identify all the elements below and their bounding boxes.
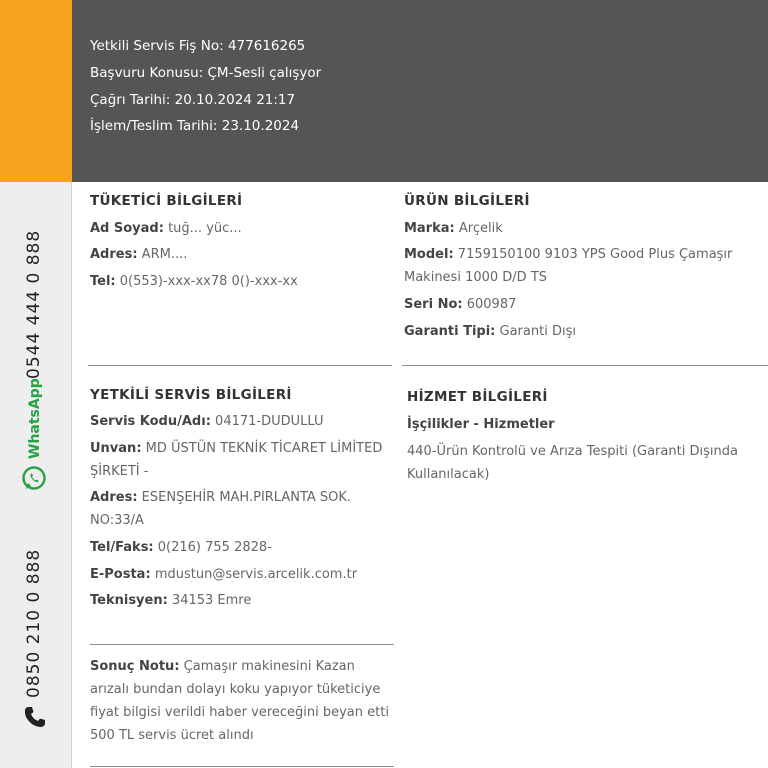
servis-eposta: E-Posta: mdustun@servis.arcelik.com.tr: [90, 567, 358, 582]
tuketici-adsoyad: Ad Soyad: tuğ... yüc...: [90, 221, 242, 236]
whatsapp-label: WhatsApp: [27, 378, 43, 459]
sonuc-notu: Sonuç Notu: Çamaşır makinesini Kazan: [90, 659, 355, 674]
brand-accent-block: [0, 0, 72, 182]
cagri-value: 20.10.2024 21:17: [174, 92, 296, 108]
urun-title: ÜRÜN BİLGİLERİ: [404, 193, 530, 209]
servis-title: YETKİLİ SERVİS BİLGİLERİ: [90, 387, 292, 403]
servis-tel: Tel/Faks: 0(216) 755 2828-: [90, 540, 272, 555]
servis-unvan: Unvan: MD ÜSTÜN TEKNİK TİCARET LİMİTED: [90, 441, 383, 456]
email-link[interactable]: mdustun@servis.arcelik.com.tr: [154, 567, 358, 582]
tuketici-tel: Tel: 0(553)-xxx-xx78 0()-xxx-xx: [90, 274, 298, 289]
servis-teknisyen: Teknisyen: 34153 Emre: [90, 593, 252, 608]
phone-icon: [22, 704, 48, 730]
fis-no-line: [90, 38, 305, 54]
divider: [90, 644, 394, 645]
servis-adres: Adres: ESENŞEHİR MAH.PIRLANTA SOK.: [90, 490, 352, 505]
urun-marka: Marka: Arçelik: [404, 221, 503, 236]
konu-line: [90, 65, 321, 81]
urun-model: Model: 7159150100 9103 YPS Good Plus Çamaşır: [404, 247, 733, 262]
teslim-label: İşlem/Teslim Tarihi:: [90, 118, 218, 134]
tuketici-adres: Adres: ARM....: [90, 247, 188, 262]
cagri-line: [90, 92, 295, 108]
servis-unvan-cont: ŞİRKETİ -: [90, 464, 149, 479]
hizmet-title: HİZMET BİLGİLERİ: [407, 389, 548, 405]
konu-label: Başvuru Konusu:: [90, 65, 204, 81]
cagri-label: Çağrı Tarihi:: [90, 92, 171, 108]
urun-garanti: Garanti Tipi: Garanti Dışı: [404, 324, 576, 339]
divider: [402, 365, 768, 366]
call-center-number[interactable]: 0850 210 0 888: [24, 548, 44, 698]
divider: [90, 766, 394, 767]
whatsapp-number[interactable]: 0544 444 0 888: [24, 229, 44, 379]
service-header: [72, 0, 768, 182]
sonuc-line-3: fiyat bilgisi verildi haber vereceğini beyan etti: [90, 705, 389, 720]
teslim-line: [90, 118, 299, 134]
servis-adres-cont: NO:33/A: [90, 513, 144, 528]
sonuc-line-4: 500 TL servis ücret alındı: [90, 728, 254, 743]
servis-kod: Servis Kodu/Adı: 04171-DUDULLU: [90, 414, 324, 429]
urun-model-cont: Makinesi 1000 D/D TS: [404, 270, 548, 285]
divider: [88, 365, 392, 366]
tuketici-title: TÜKETİCİ BİLGİLERİ: [90, 193, 243, 209]
fis-no-label: Yetkili Servis Fiş No:: [90, 38, 224, 54]
contact-sidebar: [0, 182, 72, 768]
fis-no-value: 477616265: [227, 38, 306, 54]
konu-value: ÇM-Sesli çalışyor: [207, 65, 322, 81]
sonuc-line-2: arızalı bundan dolayı koku yapıyor tüketiciye: [90, 682, 381, 697]
hizmet-item: 440-Ürün Kontrolü ve Arıza Tespiti (Garanti Dışında: [407, 444, 738, 459]
hizmet-item-cont: Kullanılacak): [407, 467, 490, 482]
urun-seri: Seri No: 600987: [404, 297, 517, 312]
teslim-value: 23.10.2024: [221, 118, 300, 134]
hizmet-subtitle: İşçilikler - Hizmetler: [407, 417, 555, 432]
whatsapp-icon: [21, 465, 47, 491]
